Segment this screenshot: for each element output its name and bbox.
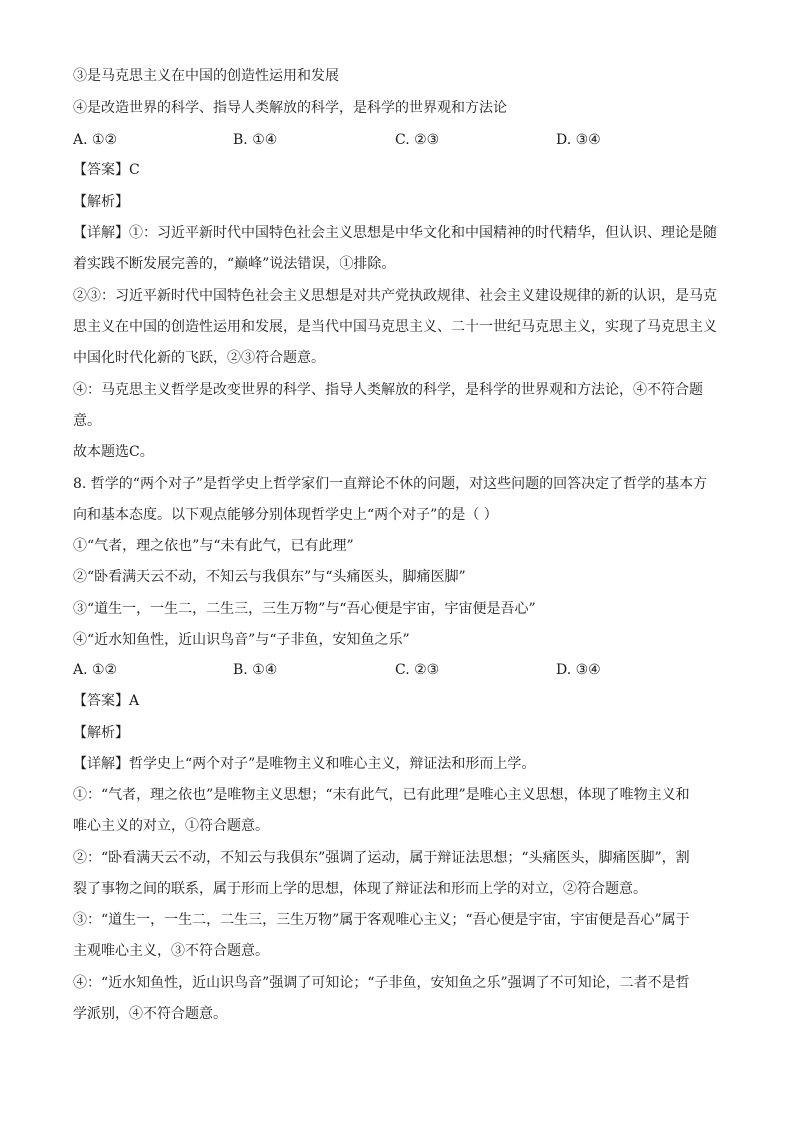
q7-detail-line: 思主义在中国的创造性运用和发展，是当代中国马克思主义、二十一世纪马克思主义，实现了马克思主义 <box>73 319 717 335</box>
q8-detail-line: 唯心主义的对立，①符合题意。 <box>73 818 269 834</box>
q7-detail-line: ②③：习近平新时代中国特色社会主义思想是对共产党执政规律、社会主义建设规律的新的认识，是马克 <box>73 288 717 304</box>
q7-detail-line: 中国化时代化新的飞跃，②③符合题意。 <box>73 350 325 366</box>
q7-answer: 【答案】C <box>73 162 140 178</box>
q8-detail-line: 裂了事物之间的联系，属于形而上学的思想，体现了辩证法和形而上学的对立，②符合题意。 <box>73 881 647 897</box>
q8-answer: 【答案】A <box>73 693 140 709</box>
q8-statement-2: ②“卧看满天云不动，不知云与我俱东”与“头痛医头，脚痛医脚” <box>73 569 466 585</box>
q8-detail-line: ①：“气者，理之依也”是唯物主义思想；“未有此气，已有此理”是唯心主义思想，体现了唯物主义和 <box>73 787 690 803</box>
q8-detail-line: ③：“道生一，一生二，二生三，三生万物”属于客观唯心主义；“吾心便是宇宙，宇宙便是吾心”属于 <box>73 912 690 928</box>
q8-detail-line: 【详解】哲学史上“两个对子”是唯物主义和唯心主义，辩证法和形而上学。 <box>73 756 536 772</box>
q7-statement-3: ③是马克思主义在中国的创造性运用和发展 <box>73 68 339 84</box>
q8-analysis-label: 【解析】 <box>73 725 129 741</box>
q8-detail-line: ②：“卧看满天云不动，不知云与我俱东”强调了运动，属于辩证法思想；“头痛医头，脚痛医脚”，割 <box>73 850 690 866</box>
q7-option-a: A. ①② <box>73 132 118 148</box>
q8-detail-line: ④：“近水知鱼性，近山识鸟音”强调了可知论；“子非鱼，安知鱼之乐”强调了不可知论，二者不是哲 <box>73 975 690 991</box>
q7-analysis-label: 【解析】 <box>73 194 129 210</box>
q7-conclusion: 故本题选C。 <box>73 444 154 460</box>
q8-stem-line: 向和基本态度。以下观点能够分别体现哲学史上“两个对子”的是（ ） <box>73 507 498 523</box>
q7-option-b: B. ①④ <box>233 132 278 148</box>
q7-detail-line: 意。 <box>73 413 101 429</box>
q7-option-c: C. ②③ <box>395 132 440 148</box>
q8-statement-4: ④“近水知鱼性，近山识鸟音”与“子非鱼，安知鱼之乐” <box>73 632 410 648</box>
q7-detail-line: ④：马克思主义哲学是改变世界的科学、指导人类解放的科学，是科学的世界观和方法论，④不符合题 <box>73 382 703 398</box>
q8-option-c: C. ②③ <box>395 662 440 678</box>
q8-option-b: B. ①④ <box>233 662 278 678</box>
q7-detail-line: 着实践不断发展完善的，“巅峰”说法错误，①排除。 <box>73 256 396 272</box>
q7-option-d: D. ③④ <box>556 132 601 148</box>
q8-detail-line: 学派别，④不符合题意。 <box>73 1006 227 1022</box>
q8-option-a: A. ①② <box>73 662 118 678</box>
q8-statement-3: ③“道生一，一生二，二生三，三生万物”与“吾心便是宇宙，宇宙便是吾心” <box>73 601 536 617</box>
q8-detail-line: 主观唯心主义，③不符合题意。 <box>73 943 269 959</box>
q8-option-d: D. ③④ <box>556 662 601 678</box>
q8-stem-line: 8. 哲学的“两个对子”是哲学史上哲学家们一直辩论不休的问题，对这些问题的回答决定了哲学的基本方 <box>73 476 708 492</box>
q7-statement-4: ④是改造世界的科学、指导人类解放的科学，是科学的世界观和方法论 <box>73 100 507 116</box>
q7-detail-line: 【详解】①：习近平新时代中国特色社会主义思想是中华文化和中国精神的时代精华，但认识、理论是随 <box>73 225 717 241</box>
q8-statement-1: ①“气者，理之依也”与“未有此气，已有此理” <box>73 538 354 554</box>
